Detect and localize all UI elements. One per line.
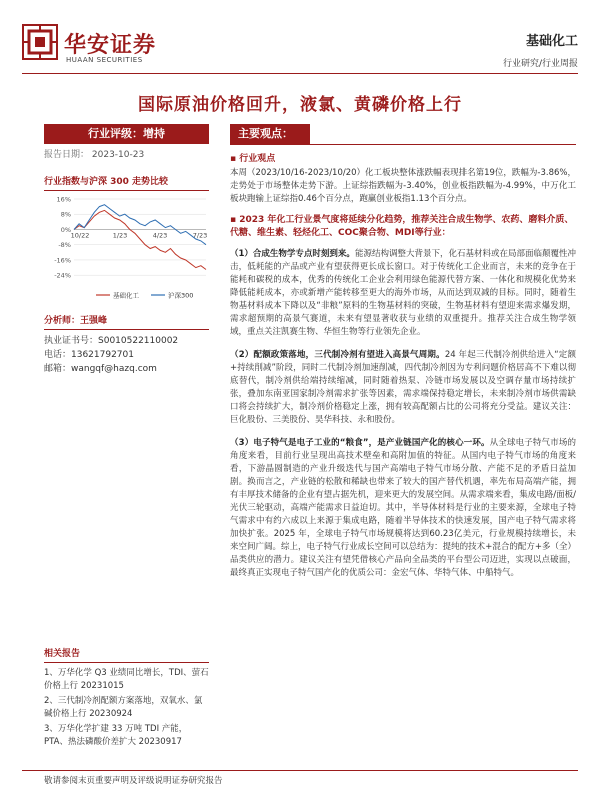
industry-rating: 行业评级：增持 — [44, 124, 209, 144]
point-3-head: （3）电子特气是电子工业的“粮食”，是产业链国产化的核心一环。 — [230, 438, 490, 448]
main-views-heading: 主要观点： — [230, 124, 310, 144]
y-tick-label: -16% — [54, 256, 71, 265]
point-3 — [230, 437, 576, 580]
right-column — [230, 124, 576, 580]
analyst-cert: 执业证书号：S0010522110002 — [44, 336, 179, 346]
related-report-item[interactable]: 3、万华化学扩建 33 万吨 TDI 产能，PTA、热法磷酸价差扩大 20230917 — [44, 724, 188, 747]
chart-title-divider — [44, 190, 209, 191]
point-2 — [230, 349, 576, 427]
point-1-text: 能源结构调整大背景下，化石基材料或在局部面临颠覆性冲击，低耗能的产品或产业有望获得更长成长窗口。对于传统化工企业而言，未来的竞争在于能耗和碳税的成本，优秀的传统化工企业会利用绿色能源代替方案、一体化和规模化优势来降低能耗成本，亦或新增产能转移至更大的海外市场，从而达到双减的目标。同时，随着生物基材料成本下降以及“非粮”原料的生物基材料的突破，生物基材料有望迎来需求爆发期，需求超预期的高景气赛道，未来有望显著收获与业绩的双重提升。推荐关注合成生物学领域，重点关注凯赛生物、华恒生物等行业领先企业。 — [230, 249, 576, 337]
footer-disclaimer[interactable]: 敬请参阅末页重要声明及评级说明证券研究报告 — [44, 776, 223, 786]
related-reports-title: 相关报告 — [44, 649, 81, 659]
legend-label: 沪深300 — [168, 291, 194, 300]
report-type: 行业研究/行业周报 — [502, 59, 578, 69]
y-tick-label: 0% — [60, 225, 71, 234]
weekly-view-heading: ▪ 行业观点 — [230, 154, 276, 164]
point-2-head: （2）配额政策落地，三代制冷剂有望进入高景气周期。 — [230, 350, 445, 360]
report-date-value: 2023-10-23 — [91, 150, 145, 160]
report-date-label: 报告日期： — [44, 150, 90, 160]
related-report-item[interactable]: 2、三代制冷剂配额方案落地，双氧水、氯碱价格上行 20230924 — [44, 696, 203, 719]
y-tick-label: -8% — [58, 241, 71, 250]
focus-text: 2023 年化工行业景气度将延续分化趋势，推荐关注合成生物学、农药、磨料介质、代糖、维生素、轻烃化工、COC聚合物、MDI等行业： — [230, 215, 574, 238]
point-3-text: 从全球电子特气市场的角度来看，目前行业呈现出高技术壁垒和高附加值的特征。从国内电子特气市场的角度来看，下游晶圆制造的产业升级迭代与国产高端电子特气市场分散、产能不足的矛盾日益加剧。换而言之，产业链的松散和稀缺也带来了较大的国产替代机遇，率先布局高端产能，拥有丰厚技术储备的企业有望占据先机，迎来更大的发展空间。从需求端来看，集成电路/面板/光伏三轮驱动，高端产能需求日益迫切。其中，半导体材料是行业的主要来源，全球电子特气需求中有约六成以上来源于集成电路，随着半导体技术的快速发展，国产电子特气需求将加快扩张。2025 年，全球电子特气市场规模将达到60.23亿美元，行业规模持续增长，未来空间广阔。综上，电子特气行业成长空间可以总结为：提纯的技术+混合的配方+多（全）品类供应的潜力。建议关注有望凭借核心产品向全品类的平台型公司迈进，实现以点破面，最终真正实现电子特气国产化的优质公司：金宏气体、华特气体、中船特气。 — [230, 438, 576, 578]
y-tick-label: 16% — [56, 195, 71, 204]
footer-divider — [22, 770, 578, 771]
y-tick-label: 8% — [60, 210, 71, 219]
related-report-item[interactable]: 1、万华化学 Q3 业绩同比增长，TDI、萤石价格上行 20231015 — [44, 668, 209, 691]
point-1-head: （1）合成生物学专点时刻到来。 — [230, 249, 355, 259]
weekly-view-text: 本周（2023/10/16-2023/10/20）化工板块整体涨跌幅表现排名第19位，跌幅为-3.86%，走势处于市场整体走势下游。上证综指跌幅为-3.40%，创业板指跌幅为-4.99%，中万化工板块跑输上证综指0.46个百分点，跑赢创业板指1.13个百分点。 — [230, 168, 576, 204]
left-spacer — [44, 376, 209, 638]
y-tick-label: -24% — [54, 271, 71, 280]
left-column — [44, 124, 209, 749]
x-tick-label: 7/23 — [192, 231, 208, 240]
logo-name-cn: 华安证券 — [64, 32, 157, 58]
logo-name-en: HUAAN SECURITIES — [66, 56, 143, 64]
huaan-logo-icon — [22, 24, 58, 60]
x-tick-label: 1/23 — [112, 231, 128, 240]
focus-heading: ▪ 2023 年化工行业景气度将延续分化趋势，推荐关注合成生物学、农药、磨料介质、代糖、维生素、轻烃化工、COC聚合物、MDI等行业： — [230, 215, 574, 238]
sector-name: 基础化工 — [525, 34, 578, 49]
related-divider — [44, 662, 209, 663]
point-1 — [230, 248, 576, 339]
point-2-text: 24 年起三代制冷剂供给进入“定额+持续削减”阶段，同时二代制冷剂加速削减，四代制冷剂因为专利问题价格居高不下难以彻底替代，制冷剂供给端持续缩减，同时随着热泵、冷链市场发展以及空调存量市场持续扩张，叠加东南亚国家制冷剂需求扩张等因素，需求端保持稳定增长，未来制冷剂市场供需缺口将会持续扩大，制冷剂价格稳定上涨，拥有较高配额占比的公司将充分受益。建议关注：巨化股份、三美股份、昊华科技、永和股份。 — [230, 350, 576, 425]
analyst-phone: 电话：13621792701 — [44, 350, 134, 360]
report-date — [44, 148, 209, 162]
series-line — [74, 210, 206, 269]
main-views-divider — [230, 144, 576, 145]
analyst-title: 分析师：王强峰 — [44, 316, 108, 326]
page-header — [0, 0, 600, 80]
x-tick-label: 10/22 — [70, 231, 90, 240]
x-tick-label: 4/23 — [152, 231, 168, 240]
header-divider — [22, 73, 578, 74]
index-comparison-chart — [44, 193, 209, 305]
chart-title: 行业指数与沪深 300 走势比较 — [44, 177, 169, 187]
legend-label: 基础化工 — [113, 291, 139, 300]
analyst-email[interactable]: 邮箱：wangqf@hazq.com — [44, 364, 157, 374]
analyst-divider — [44, 329, 209, 330]
weekly-view-label: 行业观点 — [239, 154, 276, 164]
report-title: 国际原油价格回升，液氯、黄磷价格上行 — [138, 95, 462, 115]
